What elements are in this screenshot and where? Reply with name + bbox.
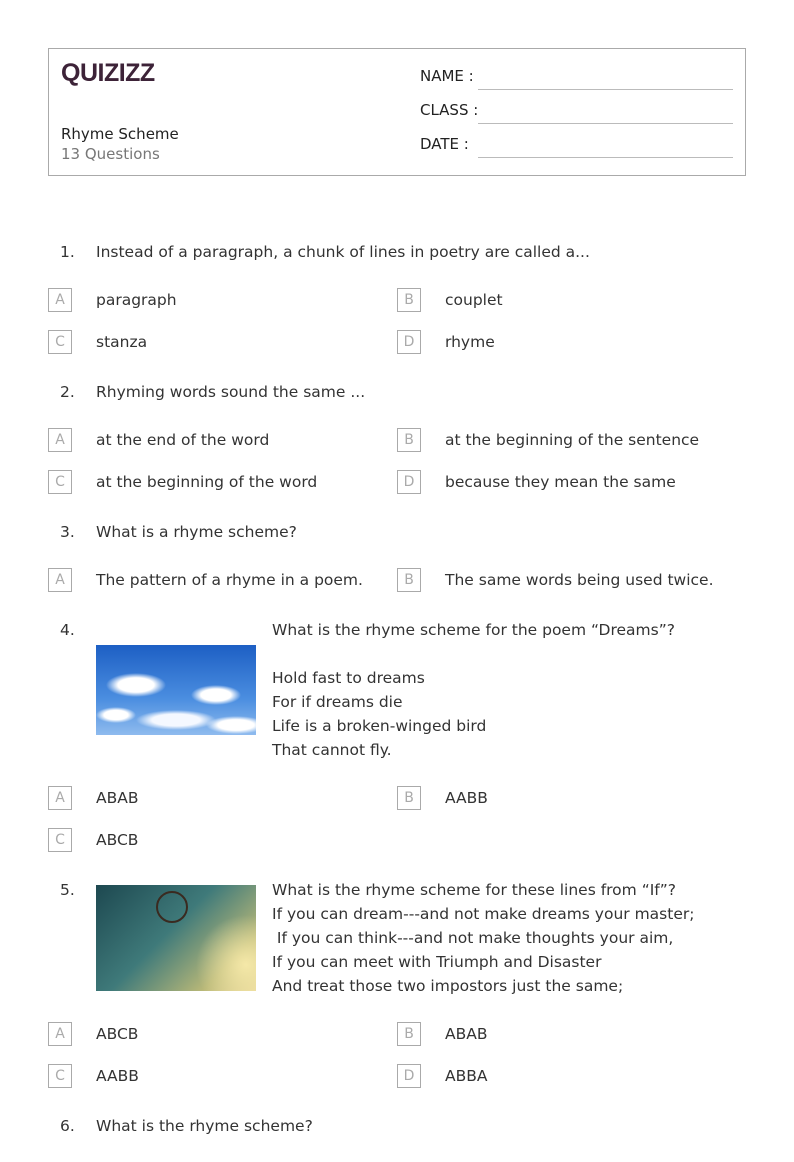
question-1	[0, 240, 794, 264]
question-line: Hold fast to dreams	[272, 669, 425, 687]
class-line	[478, 123, 733, 124]
option-letter-box[interactable]: A	[48, 288, 72, 312]
class-label: CLASS :	[420, 101, 479, 119]
question-3	[0, 520, 794, 544]
name-field[interactable]	[420, 67, 733, 91]
question-2	[0, 380, 794, 404]
option-text: AABB	[445, 789, 488, 807]
option-letter-box[interactable]: D	[397, 330, 421, 354]
option-letter-box[interactable]: C	[48, 330, 72, 354]
dreamcatcher-image	[96, 885, 256, 991]
question-text	[272, 878, 794, 998]
date-label: DATE :	[420, 135, 469, 153]
question-line: What is the rhyme scheme for the poem “Dreams”?	[272, 621, 675, 639]
name-line	[478, 89, 733, 90]
question-number: 5.	[60, 881, 75, 899]
option-letter-box[interactable]: A	[48, 1022, 72, 1046]
option-text: ABCB	[96, 831, 139, 849]
answer-options	[0, 568, 794, 592]
question-line	[272, 642, 794, 666]
question-line: If you can think---and not make thoughts your aim,	[272, 929, 674, 947]
option-letter-box[interactable]: A	[48, 568, 72, 592]
question-line: If you can meet with Triumph and Disaster	[272, 953, 602, 971]
option-letter-box[interactable]: B	[397, 1022, 421, 1046]
option-text: paragraph	[96, 291, 177, 309]
option-row	[0, 288, 794, 312]
question-number: 4.	[60, 621, 75, 639]
option-row	[0, 470, 794, 494]
question-line: What is the rhyme scheme for these lines from “If”?	[272, 881, 677, 899]
question-number: 6.	[60, 1117, 75, 1135]
question-list	[0, 240, 794, 1162]
option-letter-box[interactable]: A	[48, 428, 72, 452]
option-row	[0, 1064, 794, 1088]
option-letter-box[interactable]: D	[397, 470, 421, 494]
dreamcatcher-ring	[156, 891, 188, 923]
quizizz-logo: QUIZIZZ	[61, 59, 155, 87]
option-text: ABCB	[96, 1025, 139, 1043]
option-text: ABBA	[445, 1067, 488, 1085]
question-text: What is the rhyme scheme?	[96, 1117, 313, 1135]
option-letter-box[interactable]: C	[48, 1064, 72, 1088]
question-text	[272, 618, 794, 762]
option-row	[0, 828, 794, 852]
option-row	[0, 330, 794, 354]
option-text: couplet	[445, 291, 503, 309]
option-letter-box[interactable]: C	[48, 470, 72, 494]
date-line	[478, 157, 733, 158]
question-line: Life is a broken-winged bird	[272, 717, 487, 735]
option-text: ABAB	[96, 789, 139, 807]
question-number: 3.	[60, 523, 75, 541]
option-row	[0, 428, 794, 452]
option-letter-box[interactable]: B	[397, 786, 421, 810]
answer-options	[0, 288, 794, 354]
question-text: What is a rhyme scheme?	[96, 523, 297, 541]
question-line: That cannot fly.	[272, 741, 392, 759]
sky-clouds-image	[96, 645, 256, 735]
option-text: at the beginning of the word	[96, 473, 318, 491]
option-letter-box[interactable]: A	[48, 786, 72, 810]
question-line: For if dreams die	[272, 693, 403, 711]
option-row	[0, 568, 794, 592]
option-letter-box[interactable]: B	[397, 568, 421, 592]
option-text: ABAB	[445, 1025, 488, 1043]
option-row	[0, 786, 794, 810]
option-text: The same words being used twice.	[445, 571, 714, 589]
option-text: at the end of the word	[96, 431, 270, 449]
question-line: If you can dream---and not make dreams your master;	[272, 905, 695, 923]
option-letter-box[interactable]: B	[397, 288, 421, 312]
question-text: Rhyming words sound the same ...	[96, 383, 366, 401]
option-letter-box[interactable]: B	[397, 428, 421, 452]
option-text: The pattern of a rhyme in a poem.	[96, 571, 363, 589]
date-field[interactable]	[420, 135, 733, 159]
question-number: 1.	[60, 243, 75, 261]
question-count: 13 Questions	[61, 145, 160, 163]
answer-options	[0, 1022, 794, 1088]
option-row	[0, 1022, 794, 1046]
option-text: stanza	[96, 333, 148, 351]
question-6	[0, 1114, 794, 1138]
question-5	[0, 878, 794, 998]
question-4	[0, 618, 794, 762]
option-letter-box[interactable]: C	[48, 828, 72, 852]
name-label: NAME :	[420, 67, 474, 85]
option-text: at the beginning of the sentence	[445, 431, 700, 449]
option-text: rhyme	[445, 333, 495, 351]
option-text: AABB	[96, 1067, 139, 1085]
question-line: And treat those two impostors just the same;	[272, 977, 624, 995]
question-text: Instead of a paragraph, a chunk of lines in poetry are called a...	[96, 243, 590, 261]
option-text: because they mean the same	[445, 473, 676, 491]
option-letter-box[interactable]: D	[397, 1064, 421, 1088]
answer-options	[0, 786, 794, 852]
question-number: 2.	[60, 383, 75, 401]
answer-options	[0, 428, 794, 494]
worksheet-header	[48, 48, 746, 176]
worksheet-title: Rhyme Scheme	[61, 125, 179, 143]
class-field[interactable]	[420, 101, 733, 125]
